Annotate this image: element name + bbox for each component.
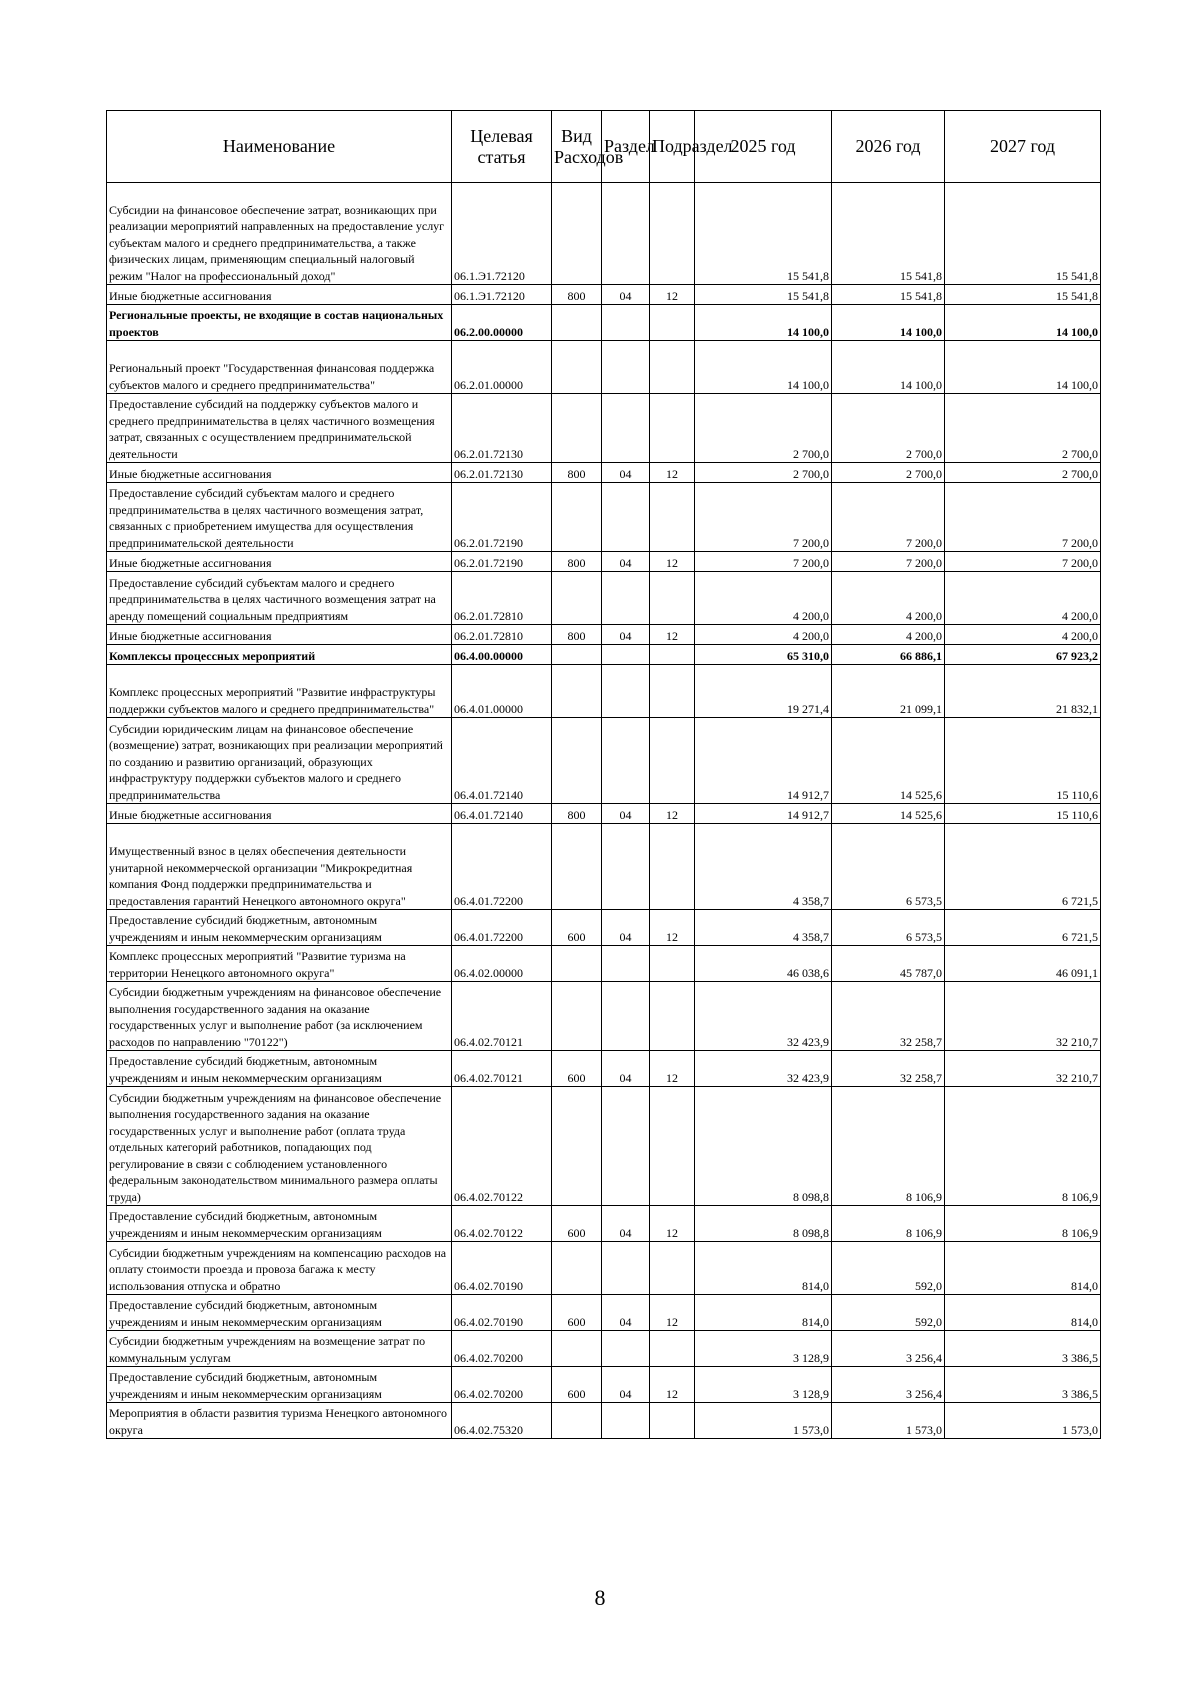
header-2027: 2027 год (945, 111, 1101, 183)
row-section (602, 982, 650, 1051)
row-target-code: 06.4.02.70121 (452, 982, 552, 1051)
row-amount-2027: 7 200,0 (945, 552, 1101, 572)
row-section (602, 572, 650, 625)
row-amount-2026: 32 258,7 (832, 982, 945, 1051)
row-amount-2026: 2 700,0 (832, 463, 945, 483)
row-subsection (650, 1331, 695, 1367)
header-2025: 2025 год (695, 111, 832, 183)
header-name: Наименование (107, 111, 452, 183)
table-row (107, 946, 1101, 982)
row-target-code: 06.1.Э1.72120 (452, 285, 552, 305)
row-expense-type (552, 1403, 602, 1439)
table-row (107, 625, 1101, 645)
row-amount-2027: 67 923,2 (945, 645, 1101, 665)
row-expense-type: 600 (552, 910, 602, 946)
row-expense-type (552, 305, 602, 341)
row-amount-2026: 6 573,5 (832, 824, 945, 910)
row-amount-2026: 7 200,0 (832, 483, 945, 552)
row-expense-type: 600 (552, 1051, 602, 1087)
row-target-code: 06.4.02.00000 (452, 946, 552, 982)
row-amount-2027: 46 091,1 (945, 946, 1101, 982)
row-target-code: 06.4.01.00000 (452, 665, 552, 718)
row-subsection: 12 (650, 552, 695, 572)
row-amount-2026: 592,0 (832, 1295, 945, 1331)
table-row (107, 183, 1101, 285)
header-section: Раздел (602, 111, 650, 183)
row-section (602, 183, 650, 285)
row-amount-2027: 6 721,5 (945, 910, 1101, 946)
row-subsection: 12 (650, 804, 695, 824)
row-subsection (650, 645, 695, 665)
row-amount-2026: 7 200,0 (832, 552, 945, 572)
row-name: Предоставление субсидий бюджетным, автономным учреждениям и иным некоммерческим организациям (107, 1367, 452, 1403)
row-amount-2027: 6 721,5 (945, 824, 1101, 910)
row-amount-2026: 14 100,0 (832, 341, 945, 394)
row-target-code: 06.4.01.72200 (452, 824, 552, 910)
row-amount-2027: 7 200,0 (945, 483, 1101, 552)
row-name: Иные бюджетные ассигнования (107, 552, 452, 572)
row-target-code: 06.4.02.70200 (452, 1331, 552, 1367)
row-expense-type (552, 183, 602, 285)
row-target-code: 06.4.00.00000 (452, 645, 552, 665)
table-row (107, 285, 1101, 305)
row-amount-2025: 14 912,7 (695, 804, 832, 824)
row-amount-2027: 4 200,0 (945, 625, 1101, 645)
row-subsection (650, 305, 695, 341)
row-expense-type: 600 (552, 1367, 602, 1403)
table-row (107, 804, 1101, 824)
row-section: 04 (602, 625, 650, 645)
row-expense-type (552, 946, 602, 982)
row-expense-type (552, 483, 602, 552)
row-amount-2027: 15 541,8 (945, 285, 1101, 305)
row-name: Субсидии бюджетным учреждениям на финансовое обеспечение выполнения государственного задания на оказание государственных услуг и выполнение работ (за исключением расходов по направлению "70122") (107, 982, 452, 1051)
row-name: Иные бюджетные ассигнования (107, 463, 452, 483)
table-row (107, 1331, 1101, 1367)
row-section (602, 946, 650, 982)
row-amount-2026: 14 525,6 (832, 804, 945, 824)
row-amount-2027: 4 200,0 (945, 572, 1101, 625)
row-subsection (650, 946, 695, 982)
row-subsection (650, 483, 695, 552)
row-target-code: 06.2.01.72810 (452, 572, 552, 625)
row-subsection: 12 (650, 463, 695, 483)
row-amount-2027: 8 106,9 (945, 1087, 1101, 1206)
row-section (602, 645, 650, 665)
row-expense-type: 800 (552, 463, 602, 483)
row-target-code: 06.1.Э1.72120 (452, 183, 552, 285)
row-name: Предоставление субсидий бюджетным, автономным учреждениям и иным некоммерческим организациям (107, 1051, 452, 1087)
row-expense-type (552, 572, 602, 625)
row-amount-2027: 21 832,1 (945, 665, 1101, 718)
header-2026: 2026 год (832, 111, 945, 183)
row-section (602, 483, 650, 552)
row-section (602, 1087, 650, 1206)
row-amount-2025: 7 200,0 (695, 483, 832, 552)
row-name: Предоставление субсидий субъектам малого и среднего предпринимательства в целях частичного возмещения затрат на аренду помещений социальным предприятиям (107, 572, 452, 625)
row-amount-2025: 3 128,9 (695, 1331, 832, 1367)
row-amount-2027: 1 573,0 (945, 1403, 1101, 1439)
row-expense-type: 800 (552, 625, 602, 645)
row-target-code: 06.2.01.72130 (452, 394, 552, 463)
header-row (107, 111, 1101, 183)
row-expense-type (552, 718, 602, 804)
row-name: Субсидии юридическим лицам на финансовое обеспечение (возмещение) затрат, возникающих при реализации мероприятий по созданию и развитию организаций, образующих инфраструктуру поддержки субъектов малого и среднего предпринимательства (107, 718, 452, 804)
table-row (107, 394, 1101, 463)
table-row (107, 982, 1101, 1051)
table-row (107, 1087, 1101, 1206)
table-row (107, 483, 1101, 552)
row-target-code: 06.4.01.72140 (452, 718, 552, 804)
row-subsection: 12 (650, 1206, 695, 1242)
header-target: Целевая статья (452, 111, 552, 183)
table-row (107, 341, 1101, 394)
row-name: Комплексы процессных мероприятий (107, 645, 452, 665)
row-amount-2025: 14 100,0 (695, 305, 832, 341)
row-section: 04 (602, 285, 650, 305)
row-target-code: 06.4.01.72140 (452, 804, 552, 824)
row-expense-type: 600 (552, 1206, 602, 1242)
row-target-code: 06.2.01.72130 (452, 463, 552, 483)
row-amount-2026: 15 541,8 (832, 183, 945, 285)
row-section (602, 1331, 650, 1367)
row-amount-2027: 14 100,0 (945, 305, 1101, 341)
row-section (602, 394, 650, 463)
row-amount-2025: 14 100,0 (695, 341, 832, 394)
row-subsection (650, 718, 695, 804)
row-amount-2025: 4 358,7 (695, 910, 832, 946)
table-row (107, 305, 1101, 341)
row-subsection: 12 (650, 1051, 695, 1087)
row-expense-type: 600 (552, 1295, 602, 1331)
header-subsection: Подраздел (650, 111, 695, 183)
row-name: Предоставление субсидий бюджетным, автономным учреждениям и иным некоммерческим организациям (107, 1295, 452, 1331)
row-amount-2025: 14 912,7 (695, 718, 832, 804)
table-row (107, 1242, 1101, 1295)
row-amount-2027: 814,0 (945, 1295, 1101, 1331)
row-amount-2026: 4 200,0 (832, 625, 945, 645)
row-amount-2025: 32 423,9 (695, 982, 832, 1051)
row-subsection (650, 824, 695, 910)
row-amount-2026: 14 100,0 (832, 305, 945, 341)
row-subsection: 12 (650, 1367, 695, 1403)
row-amount-2026: 45 787,0 (832, 946, 945, 982)
row-target-code: 06.4.02.70121 (452, 1051, 552, 1087)
row-amount-2027: 814,0 (945, 1242, 1101, 1295)
row-amount-2027: 8 106,9 (945, 1206, 1101, 1242)
row-expense-type (552, 341, 602, 394)
row-target-code: 06.2.01.00000 (452, 341, 552, 394)
table-row (107, 824, 1101, 910)
row-subsection (650, 1403, 695, 1439)
row-section: 04 (602, 804, 650, 824)
row-section: 04 (602, 1206, 650, 1242)
table-row (107, 552, 1101, 572)
row-amount-2025: 2 700,0 (695, 463, 832, 483)
row-amount-2026: 1 573,0 (832, 1403, 945, 1439)
row-amount-2026: 14 525,6 (832, 718, 945, 804)
row-expense-type: 800 (552, 285, 602, 305)
row-target-code: 06.4.01.72200 (452, 910, 552, 946)
row-amount-2027: 2 700,0 (945, 394, 1101, 463)
row-target-code: 06.2.01.72190 (452, 552, 552, 572)
table-row (107, 645, 1101, 665)
table-row (107, 910, 1101, 946)
row-name: Предоставление субсидий бюджетным, автономным учреждениям и иным некоммерческим организациям (107, 910, 452, 946)
row-amount-2025: 2 700,0 (695, 394, 832, 463)
row-amount-2026: 8 106,9 (832, 1087, 945, 1206)
row-target-code: 06.2.01.72190 (452, 483, 552, 552)
row-subsection (650, 1242, 695, 1295)
row-target-code: 06.4.02.70122 (452, 1206, 552, 1242)
row-subsection (650, 341, 695, 394)
row-subsection (650, 665, 695, 718)
row-expense-type (552, 645, 602, 665)
row-amount-2027: 32 210,7 (945, 982, 1101, 1051)
row-amount-2027: 3 386,5 (945, 1367, 1101, 1403)
row-amount-2025: 814,0 (695, 1242, 832, 1295)
row-subsection: 12 (650, 1295, 695, 1331)
row-target-code: 06.4.02.70200 (452, 1367, 552, 1403)
row-expense-type (552, 824, 602, 910)
row-name: Региональный проект "Государственная финансовая поддержка субъектов малого и среднего предпринимательства" (107, 341, 452, 394)
row-section (602, 1403, 650, 1439)
row-name: Мероприятия в области развития туризма Ненецкого автономного округа (107, 1403, 452, 1439)
row-name: Субсидии бюджетным учреждениям на компенсацию расходов на оплату стоимости проезда и провоза багажа к месту использования отпуска и обратно (107, 1242, 452, 1295)
row-expense-type (552, 394, 602, 463)
row-section: 04 (602, 1295, 650, 1331)
row-section (602, 305, 650, 341)
row-subsection (650, 1087, 695, 1206)
row-amount-2026: 592,0 (832, 1242, 945, 1295)
budget-table (106, 110, 1101, 1439)
row-amount-2026: 15 541,8 (832, 285, 945, 305)
row-name: Имущественный взнос в целях обеспечения деятельности унитарной некоммерческой организации "Микрокредитная компания Фонд поддержки предпринимательства и предоставления гарантий Ненецкого автономного округа" (107, 824, 452, 910)
row-expense-type: 800 (552, 552, 602, 572)
row-amount-2027: 3 386,5 (945, 1331, 1101, 1367)
row-name: Субсидии бюджетным учреждениям на финансовое обеспечение выполнения государственного задания на оказание государственных услуг и выполнение работ (оплата труда отдельных категорий работников, попадающих под регулирование в связи с соблюдением установленного федеральным законодательством минимального размера оплаты труда) (107, 1087, 452, 1206)
row-subsection: 12 (650, 285, 695, 305)
row-target-code: 06.4.02.70122 (452, 1087, 552, 1206)
row-amount-2026: 8 106,9 (832, 1206, 945, 1242)
row-section: 04 (602, 1367, 650, 1403)
row-expense-type (552, 1242, 602, 1295)
table-row (107, 572, 1101, 625)
row-amount-2025: 8 098,8 (695, 1206, 832, 1242)
row-amount-2027: 32 210,7 (945, 1051, 1101, 1087)
row-amount-2025: 15 541,8 (695, 285, 832, 305)
row-amount-2026: 6 573,5 (832, 910, 945, 946)
row-expense-type (552, 1331, 602, 1367)
row-section (602, 824, 650, 910)
table-row (107, 665, 1101, 718)
row-amount-2026: 32 258,7 (832, 1051, 945, 1087)
row-target-code: 06.4.02.75320 (452, 1403, 552, 1439)
row-subsection (650, 394, 695, 463)
row-amount-2025: 19 271,4 (695, 665, 832, 718)
row-name: Предоставление субсидий на поддержку субъектов малого и среднего предпринимательства в целях частичного возмещения затрат, связанных с осуществлением предпринимательской деятельности (107, 394, 452, 463)
row-expense-type (552, 665, 602, 718)
row-amount-2025: 32 423,9 (695, 1051, 832, 1087)
row-amount-2026: 21 099,1 (832, 665, 945, 718)
table-row (107, 1051, 1101, 1087)
row-amount-2025: 7 200,0 (695, 552, 832, 572)
row-name: Предоставление субсидий бюджетным, автономным учреждениям и иным некоммерческим организациям (107, 1206, 452, 1242)
row-name: Региональные проекты, не входящие в состав национальных проектов (107, 305, 452, 341)
header-expense-type: Вид Расходов (552, 111, 602, 183)
row-amount-2027: 15 541,8 (945, 183, 1101, 285)
row-amount-2027: 15 110,6 (945, 804, 1101, 824)
table-row (107, 1295, 1101, 1331)
row-section (602, 665, 650, 718)
page-number: 8 (594, 1585, 606, 1610)
row-amount-2025: 4 358,7 (695, 824, 832, 910)
row-amount-2026: 4 200,0 (832, 572, 945, 625)
row-name: Субсидии бюджетным учреждениям на возмещение затрат по коммунальным услугам (107, 1331, 452, 1367)
table-row (107, 1206, 1101, 1242)
row-target-code: 06.2.00.00000 (452, 305, 552, 341)
row-subsection: 12 (650, 625, 695, 645)
row-section (602, 1242, 650, 1295)
row-amount-2025: 8 098,8 (695, 1087, 832, 1206)
row-name: Иные бюджетные ассигнования (107, 285, 452, 305)
table-row (107, 1367, 1101, 1403)
row-section (602, 718, 650, 804)
row-amount-2025: 4 200,0 (695, 625, 832, 645)
row-amount-2027: 14 100,0 (945, 341, 1101, 394)
row-amount-2025: 3 128,9 (695, 1367, 832, 1403)
row-amount-2027: 2 700,0 (945, 463, 1101, 483)
row-amount-2026: 3 256,4 (832, 1367, 945, 1403)
row-target-code: 06.2.01.72810 (452, 625, 552, 645)
row-amount-2025: 15 541,8 (695, 183, 832, 285)
row-name: Комплекс процессных мероприятий "Развитие туризма на территории Ненецкого автономного округа" (107, 946, 452, 982)
row-amount-2025: 814,0 (695, 1295, 832, 1331)
row-amount-2026: 66 886,1 (832, 645, 945, 665)
row-target-code: 06.4.02.70190 (452, 1295, 552, 1331)
row-section: 04 (602, 910, 650, 946)
row-amount-2025: 4 200,0 (695, 572, 832, 625)
row-section (602, 341, 650, 394)
row-subsection (650, 982, 695, 1051)
row-amount-2025: 46 038,6 (695, 946, 832, 982)
table-row (107, 718, 1101, 804)
table-row (107, 463, 1101, 483)
table-row (107, 1403, 1101, 1439)
row-amount-2026: 3 256,4 (832, 1331, 945, 1367)
row-subsection: 12 (650, 910, 695, 946)
row-expense-type (552, 1087, 602, 1206)
row-name: Комплекс процессных мероприятий "Развитие инфраструктуры поддержки субъектов малого и среднего предпринимательства" (107, 665, 452, 718)
row-name: Предоставление субсидий субъектам малого и среднего предпринимательства в целях частичного возмещения затрат, связанных с приобретением имущества для осуществления предпринимательской деятельности (107, 483, 452, 552)
row-section: 04 (602, 463, 650, 483)
row-name: Иные бюджетные ассигнования (107, 804, 452, 824)
row-name: Иные бюджетные ассигнования (107, 625, 452, 645)
row-amount-2025: 65 310,0 (695, 645, 832, 665)
row-expense-type (552, 982, 602, 1051)
row-amount-2026: 2 700,0 (832, 394, 945, 463)
row-subsection (650, 183, 695, 285)
row-expense-type: 800 (552, 804, 602, 824)
row-section: 04 (602, 552, 650, 572)
row-subsection (650, 572, 695, 625)
row-amount-2027: 15 110,6 (945, 718, 1101, 804)
row-name: Субсидии на финансовое обеспечение затрат, возникающих при реализации мероприятий направленных на предоставление услуг субъектам малого и среднего предпринимательства, а также физических лицам, применяющим специальный налоговый режим "Налог на профессиональный доход" (107, 183, 452, 285)
row-target-code: 06.4.02.70190 (452, 1242, 552, 1295)
row-amount-2025: 1 573,0 (695, 1403, 832, 1439)
row-section: 04 (602, 1051, 650, 1087)
